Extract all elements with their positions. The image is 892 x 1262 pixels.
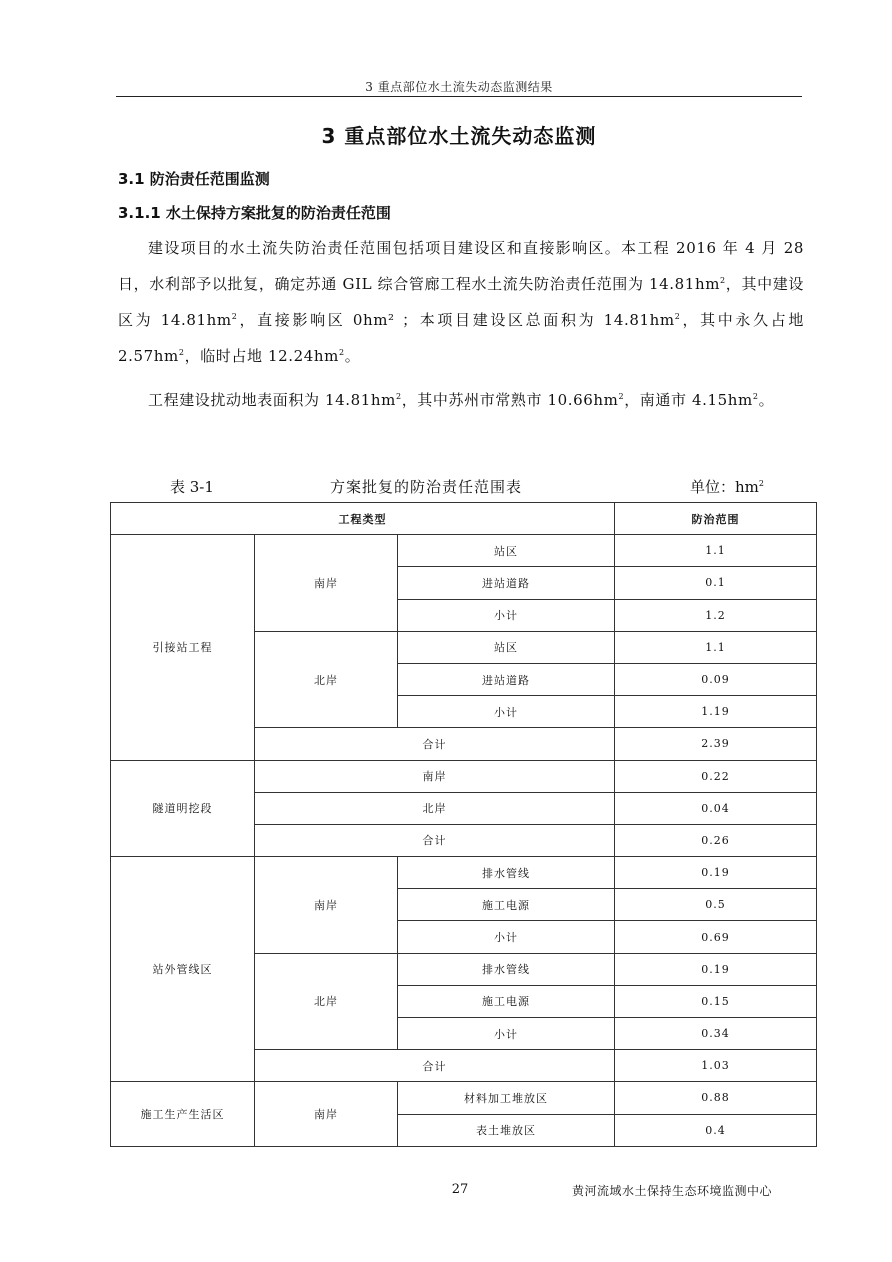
chapter-title: 3 重点部位水土流失动态监测: [321, 124, 597, 148]
value-cell: 0.19: [615, 857, 817, 889]
responsibility-scope-table: [110, 502, 817, 1147]
bank-cell: 南岸: [255, 857, 398, 954]
bank-cell: 南岸: [255, 535, 398, 632]
item-cell: 小计: [398, 921, 615, 953]
group-cell: 施工生产生活区: [111, 1082, 255, 1146]
item-cell: 站区: [398, 631, 615, 663]
organization-footer: 黄河流域水土保持生态环境监测中心: [572, 1184, 773, 1198]
item-cell: 小计: [398, 1018, 615, 1050]
value-cell: 0.04: [615, 792, 817, 824]
item-cell: 进站道路: [398, 663, 615, 695]
value-cell: 0.69: [615, 921, 817, 953]
subsection-heading: 3.1.1 水土保持方案批复的防治责任范围: [118, 204, 391, 222]
item-cell: 小计: [398, 599, 615, 631]
item-cell: 排水管线: [398, 857, 615, 889]
item-cell: 表土堆放区: [398, 1114, 615, 1146]
value-cell: 0.4: [615, 1114, 817, 1146]
item-cell: 施工电源: [398, 985, 615, 1017]
value-cell: 0.22: [615, 760, 817, 792]
total-label-cell: 合计: [255, 824, 615, 856]
table-row: [111, 1082, 817, 1114]
value-cell: 1.19: [615, 696, 817, 728]
group-cell: 隧道明挖段: [111, 760, 255, 857]
paragraph-disturbed-area: 工程建设扰动地表面积为 $14.81hm^2$，其中苏州市常熟市 $10.66hm^2$，南通市 $4.15hm^2$。: [148, 391, 775, 409]
table-title: 方案批复的防治责任范围表: [330, 478, 523, 496]
value-cell: 2.39: [615, 728, 817, 760]
group-cell: 站外管线区: [111, 857, 255, 1082]
paragraph-scope-approval: 建设项目的水土流失防治责任范围包括项目建设区和直接影响区。本工程 2016 年 4 月 28 日，水利部予以批复，确定苏通 GIL 综合管廊工程水土流失防治责任范围为 $14.81hm^2$，其中建设区为 $14.81hm^2$，直接影响区 0hm² ；本项目建设区总面积为 $14.81hm^2$，其中永久占地 $2.57hm^2$，临时占地 $12.24hm^2$。: [118, 239, 804, 365]
bank-cell: 北岸: [255, 631, 398, 728]
item-cell: 进站道路: [398, 567, 615, 599]
value-cell: 0.26: [615, 824, 817, 856]
value-cell: 0.88: [615, 1082, 817, 1114]
value-cell: 0.15: [615, 985, 817, 1017]
item-cell: 南岸: [255, 760, 615, 792]
table-row: [111, 535, 817, 567]
table-row: [111, 760, 817, 792]
table-caption: [170, 476, 780, 498]
value-cell: 0.1: [615, 567, 817, 599]
item-cell: 材料加工堆放区: [398, 1082, 615, 1114]
value-cell: 1.03: [615, 1050, 817, 1082]
value-cell: 1.1: [615, 535, 817, 567]
table-unit: 单位：$hm^2$: [690, 478, 764, 496]
total-label-cell: 合计: [255, 728, 615, 760]
value-cell: 0.34: [615, 1018, 817, 1050]
header-cell: 防治范围: [615, 503, 817, 535]
section-heading: 3.1 防治责任范围监测: [118, 170, 270, 188]
item-cell: 小计: [398, 696, 615, 728]
item-cell: 施工电源: [398, 889, 615, 921]
value-cell: 1.1: [615, 631, 817, 663]
page-number: 27: [451, 1182, 469, 1197]
table-number: 表 3-1: [170, 478, 214, 496]
table-header-row: [111, 503, 817, 535]
value-cell: 1.2: [615, 599, 817, 631]
header-cell: 工程类型: [111, 503, 615, 535]
header-rule: [116, 96, 802, 97]
running-header: 3 重点部位水土流失动态监测结果: [365, 80, 553, 94]
item-cell: 排水管线: [398, 953, 615, 985]
value-cell: 0.09: [615, 663, 817, 695]
item-cell: 北岸: [255, 792, 615, 824]
value-cell: 0.19: [615, 953, 817, 985]
group-cell: 引接站工程: [111, 535, 255, 760]
bank-cell: 北岸: [255, 953, 398, 1050]
total-label-cell: 合计: [255, 1050, 615, 1082]
item-cell: 站区: [398, 535, 615, 567]
table-row: [111, 857, 817, 889]
bank-cell: 南岸: [255, 1082, 398, 1146]
value-cell: 0.5: [615, 889, 817, 921]
